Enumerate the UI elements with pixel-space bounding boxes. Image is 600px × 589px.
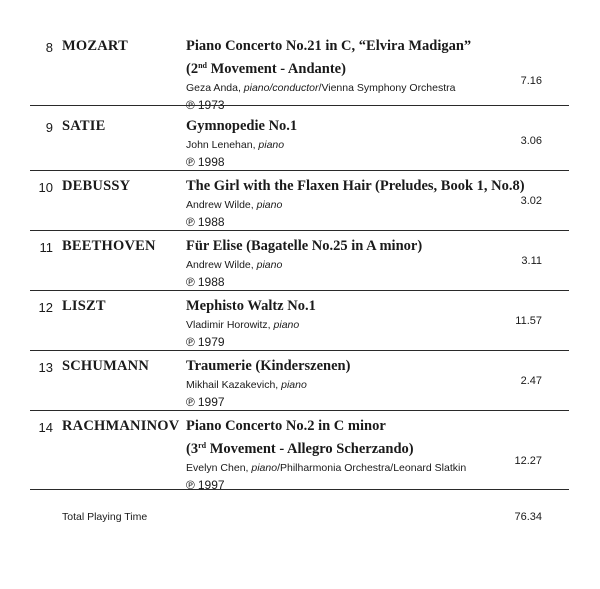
track-number: 14 [38,420,53,435]
track-duration: 11.57 [515,315,542,327]
track-title: Gymnopedie No.1 [186,118,298,134]
track-title: Piano Concerto No.2 in C minor [186,418,386,434]
phonogram-icon: ℗ [186,478,195,492]
composer-name: LISZT [62,298,106,314]
performer-credit: John Lenehan, piano [186,139,285,151]
track-title-line2: (3rd Movement - Allegro Scherzando) [186,441,414,457]
track-title: Mephisto Waltz No.1 [186,298,316,314]
composer-name: BEETHOVEN [62,238,156,254]
phonogram-icon: ℗ [186,395,195,409]
divider [30,489,569,490]
phonogram-year: ℗ 1998 [186,155,225,169]
track-details [186,356,516,411]
performer-credit: Mikhail Kazakevich, piano [186,379,307,391]
divider [30,170,569,171]
track-title: Für Elise (Bagatelle No.25 in A minor) [186,238,423,254]
track-number: 12 [38,300,53,315]
track-details [186,176,525,231]
phonogram-year: ℗ 1988 [186,275,225,289]
track-details [186,236,516,291]
phonogram-icon: ℗ [186,275,195,289]
total-playing-time-value: 76.34 [514,511,542,523]
phonogram-icon: ℗ [186,155,195,169]
phonogram-year: ℗ 1973 [186,98,225,112]
track-details [186,296,516,351]
phonogram-year: ℗ 1988 [186,215,225,229]
divider [30,290,569,291]
performer-credit: Vladimir Horowitz, piano [186,319,300,331]
composer-name: DEBUSSY [62,178,131,194]
track-number: 8 [45,40,53,55]
track-title: Piano Concerto No.21 in C, “Elvira Madigan” [186,38,472,54]
phonogram-icon: ℗ [186,215,195,229]
track-details [186,116,516,171]
track-duration: 3.02 [520,195,542,207]
phonogram-year: ℗ 1979 [186,335,225,349]
track-number: 10 [38,180,53,195]
track-duration: 7.16 [520,75,542,87]
divider [30,230,569,231]
phonogram-icon: ℗ [186,335,195,349]
performer-credit: Andrew Wilde, piano [186,259,283,271]
performer-credit: Geza Anda, piano/conductor/Vienna Symphony Orchestra [186,82,456,94]
composer-name: SATIE [62,118,106,134]
track-duration: 2.47 [520,375,542,387]
divider [30,105,569,106]
track-duration: 3.06 [520,135,542,147]
track-title: Traumerie (Kinderszenen) [186,358,351,374]
divider [30,410,569,411]
track-duration: 12.27 [514,455,542,467]
performer-credit: Andrew Wilde, piano [186,199,283,211]
track-number: 13 [38,360,53,375]
track-number: 11 [39,240,53,255]
track-duration: 3.11 [521,255,542,267]
track-details [186,36,516,114]
total-playing-time-label: Total Playing Time [62,511,148,523]
track-details [186,416,516,494]
phonogram-year: ℗ 1997 [186,478,225,492]
track-number: 9 [45,120,53,135]
composer-name: SCHUMANN [62,358,149,374]
divider [30,350,569,351]
track-title: The Girl with the Flaxen Hair (Preludes, Book 1, No.8) [186,178,525,194]
track-title-line2: (2nd Movement - Andante) [186,61,346,77]
phonogram-icon: ℗ [186,98,195,112]
performer-credit: Evelyn Chen, piano/Philharmonia Orchestra/Leonard Slatkin [186,462,467,474]
composer-name: RACHMANINOV [62,418,180,434]
composer-name: MOZART [62,38,128,54]
phonogram-year: ℗ 1997 [186,395,225,409]
